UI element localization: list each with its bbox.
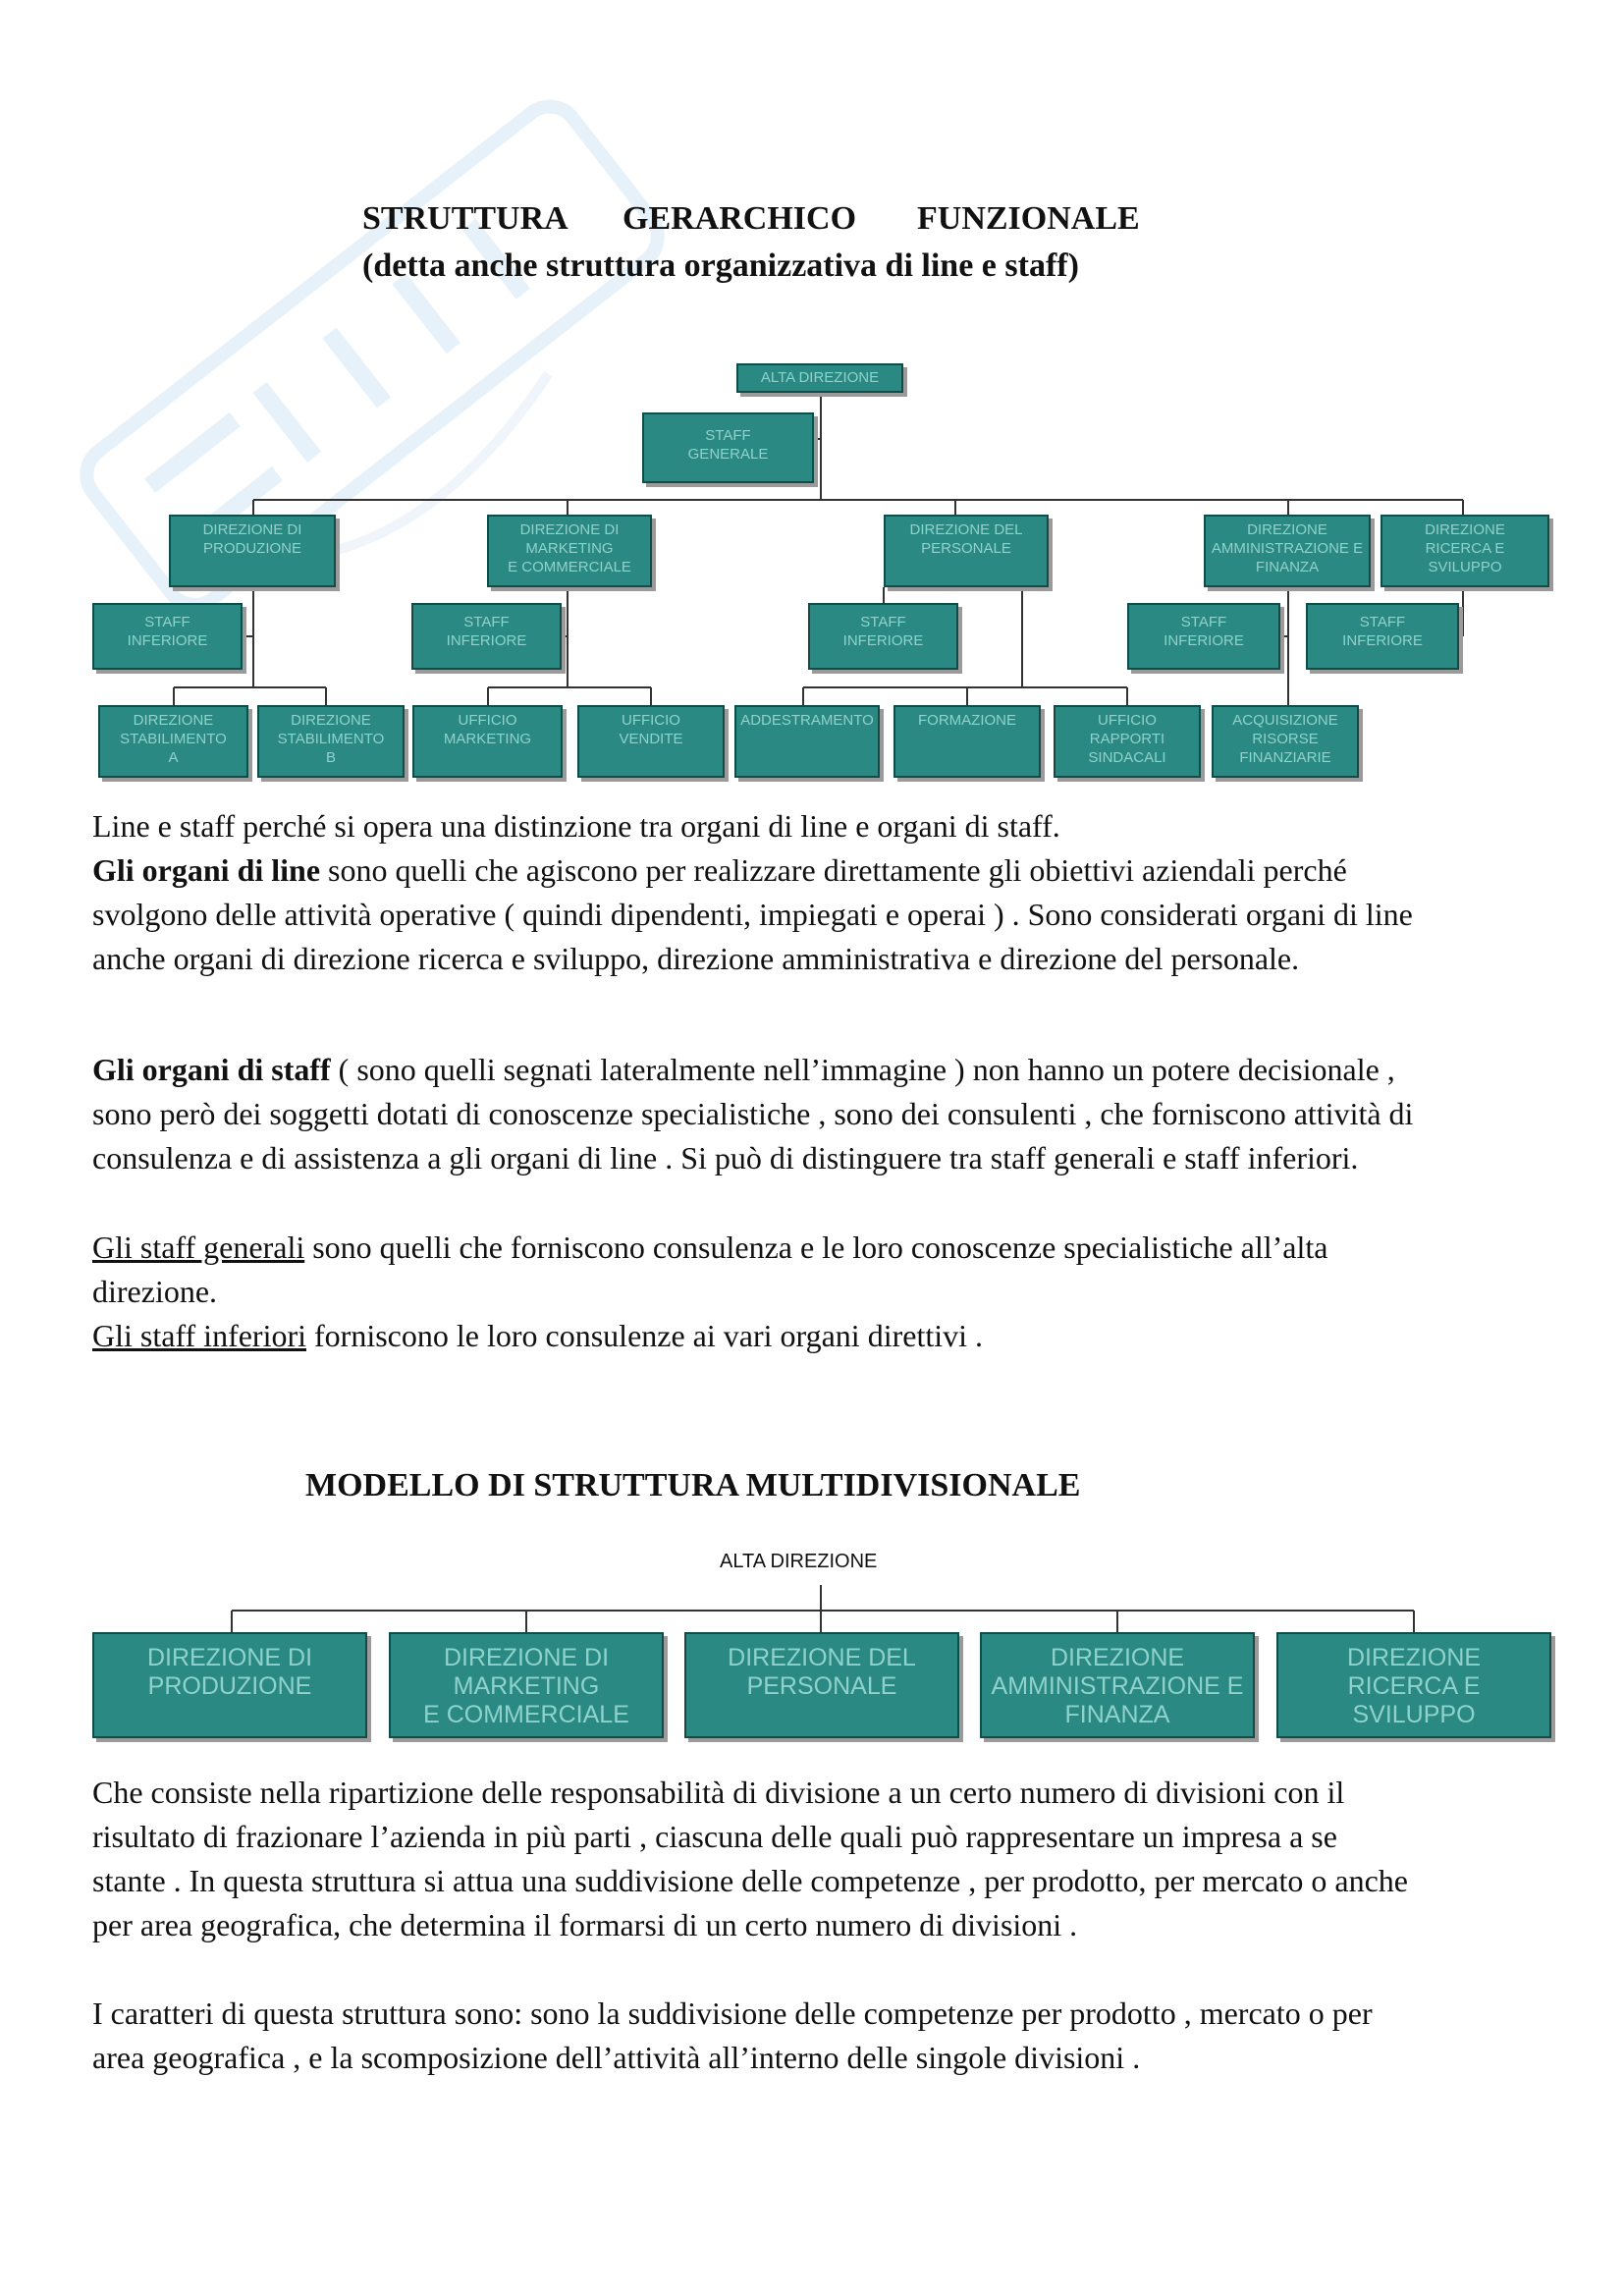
- org-node-direzione-amministrazione: DIREZIONE AMMINISTRAZIONE E FINANZA: [1204, 515, 1371, 587]
- org-node-stabilimento-b: DIREZIONE STABILIMENTO B: [257, 705, 405, 778]
- section2-title: MODELLO DI STRUTTURA MULTIDIVISIONALE: [305, 1467, 1081, 1503]
- division-box: DIREZIONE RICERCA E SVILUPPO: [1276, 1632, 1551, 1738]
- org-node-staff-inferiore: STAFF INFERIORE: [808, 603, 958, 670]
- org-node-direzione-personale: DIREZIONE DEL PERSONALE: [884, 515, 1049, 587]
- paragraph-organi-staff: [92, 1048, 1418, 1180]
- paragraph-text: forniscono le loro consulenze ai vari organi direttivi .: [306, 1318, 983, 1353]
- org-node-ufficio-marketing: UFFICIO MARKETING: [412, 705, 563, 778]
- division-box: DIREZIONE AMMINISTRAZIONE E FINANZA: [980, 1632, 1255, 1738]
- org-node-direzione-ricerca: DIREZIONE RICERCA E SVILUPPO: [1380, 515, 1549, 587]
- paragraph-line-staff: Line e staff perché si opera una distinzione tra organi di line e organi di staff.: [92, 808, 1060, 844]
- division-box: DIREZIONE DI MARKETING E COMMERCIALE: [389, 1632, 664, 1738]
- bold-term: Gli organi di line: [92, 852, 321, 888]
- division-box: DIREZIONE DI PRODUZIONE: [92, 1632, 367, 1738]
- paragraph-text: sono quelli che agiscono per realizzare direttamente gli obiettivi aziendali perché svolgono delle attività operative ( quindi dipendenti, impiegati e operai ) . Sono considerati organi di line anche organi di direzione ricerca e sviluppo, direzione amministrativa e direzione del personale.: [92, 852, 1413, 976]
- paragraph-organi-line: [92, 848, 1418, 981]
- org-node-formazione: FORMAZIONE: [893, 705, 1041, 778]
- paragraph-text: ( sono quelli segnati lateralmente nell’immagine ) non hanno un potere decisionale , sono però dei soggetti dotati di conoscenze specialistiche , sono dei consulenti , che forniscono attività di consulenza e di assistenza a gli organi di line . Si può di distinguere tra staff generali e staff inferiori.: [92, 1052, 1414, 1175]
- title-word: STRUTTURA: [362, 200, 568, 237]
- paragraph-staff-generali: [92, 1226, 1398, 1314]
- paragraph-caratteri: I caratteri di questa struttura sono: sono la suddivisione delle competenze per prodotto , mercato o per area geografica , e la scomposizione dell’attività all’interno delle singole divisioni .: [92, 1995, 1373, 2075]
- org-node-acquisizione-risorse: ACQUISIZIONE RISORSE FINANZIARIE: [1212, 705, 1359, 778]
- title-word: FUNZIONALE: [917, 200, 1140, 237]
- paragraph-multidivisionale: Che consiste nella ripartizione delle responsabilità di divisione a un certo numero di divisioni con il risultato di frazionare l’azienda in più parti , ciascuna delle quali può rappresentare un impresa a se stante . In questa struttura si attua una suddivisione delle competenze , per prodotto, per mercato o anche per area geografica, che determina il formarsi di un certo numero di divisioni .: [92, 1775, 1408, 1942]
- org-node-direzione-produzione: DIREZIONE DI PRODUZIONE: [169, 515, 336, 587]
- org-node-stabilimento-a: DIREZIONE STABILIMENTO A: [98, 705, 248, 778]
- bold-term: Gli organi di staff: [92, 1052, 331, 1087]
- org-node-staff-generale: STAFF GENERALE: [642, 412, 814, 483]
- division-box: DIREZIONE DEL PERSONALE: [684, 1632, 959, 1738]
- org-node-addestramento: ADDESTRAMENTO: [734, 705, 880, 778]
- org-node-direzione-marketing: DIREZIONE DI MARKETING E COMMERCIALE: [487, 515, 652, 587]
- org-node-alta-direzione: ALTA DIREZIONE: [736, 363, 903, 393]
- title-word: GERARCHICO: [623, 200, 857, 237]
- paragraph-staff-inferiori: [92, 1314, 1526, 1358]
- section1-subtitle: (detta anche struttura organizzativa di line e staff): [362, 247, 1079, 284]
- underlined-term: Gli staff generali: [92, 1230, 305, 1265]
- paragraph-text: sono quelli che forniscono consulenza e le loro conoscenze specialistiche all’alta direzione.: [92, 1230, 1328, 1309]
- org-node-staff-inferiore: STAFF INFERIORE: [92, 603, 243, 670]
- org-node-ufficio-vendite: UFFICIO VENDITE: [577, 705, 725, 778]
- org-node-ufficio-rapporti-sindacali: UFFICIO RAPPORTI SINDACALI: [1054, 705, 1201, 778]
- org-node-staff-inferiore: STAFF INFERIORE: [411, 603, 562, 670]
- multidivisional-top-label: ALTA DIREZIONE: [720, 1551, 878, 1572]
- org-node-staff-inferiore: STAFF INFERIORE: [1306, 603, 1459, 670]
- underlined-term: Gli staff inferiori: [92, 1318, 307, 1353]
- org-node-staff-inferiore: STAFF INFERIORE: [1127, 603, 1280, 670]
